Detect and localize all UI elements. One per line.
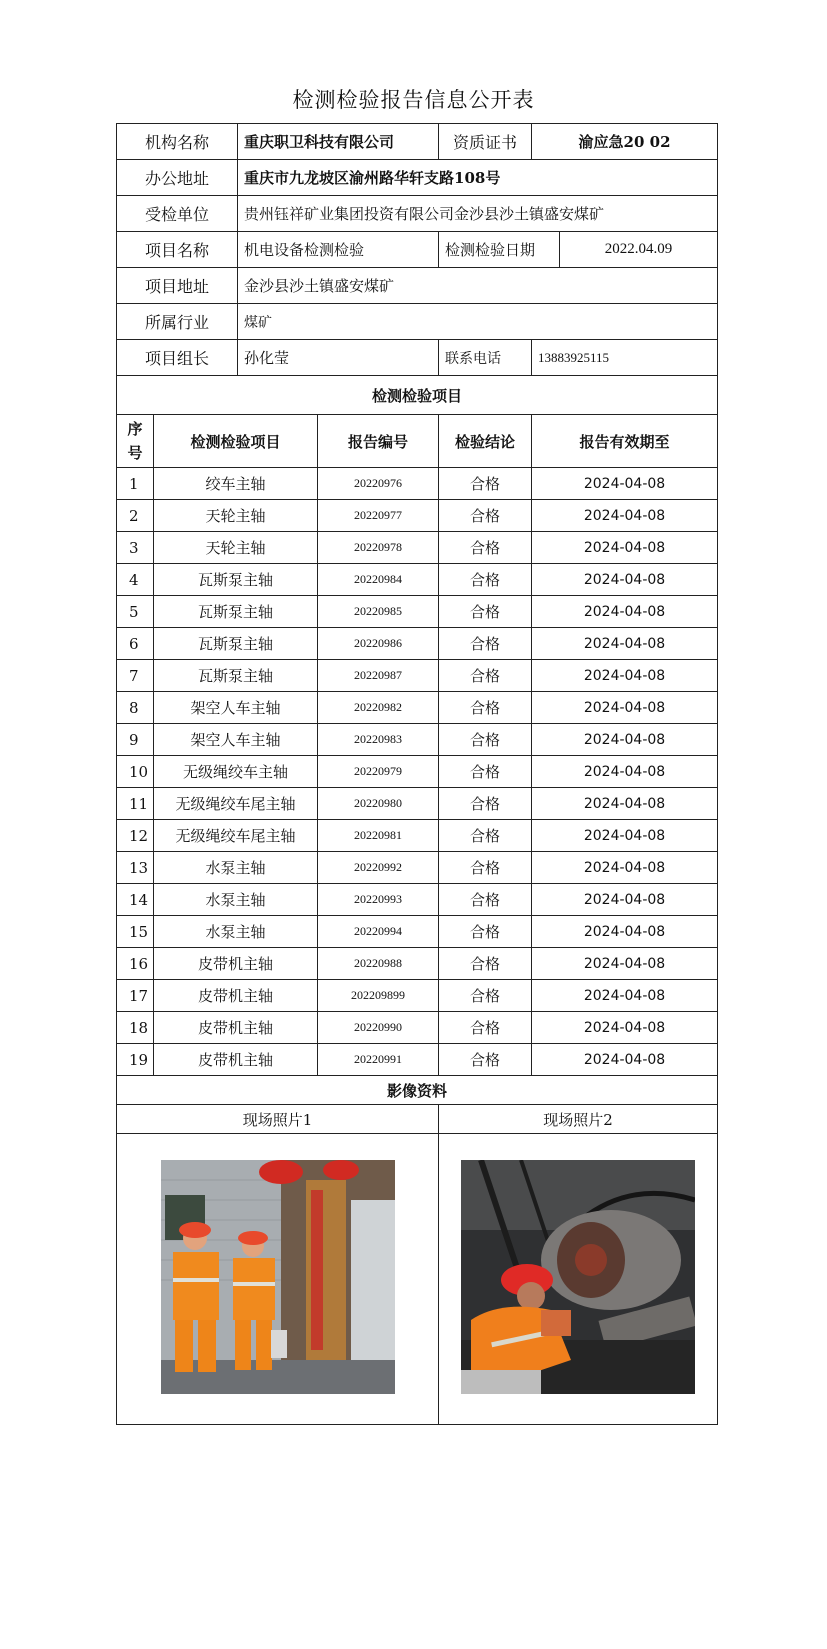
table-row [117, 724, 718, 756]
table-row [117, 500, 718, 532]
col-seq-header: 序号 [117, 415, 154, 468]
row-valid-until: 2024-04-08 [532, 564, 718, 596]
row-item: 瓦斯泵主轴 [154, 660, 318, 692]
row-item: 皮带机主轴 [154, 1012, 318, 1044]
col-report-no-header: 报告编号 [318, 415, 439, 468]
row-result: 合格 [439, 564, 532, 596]
row-report-no: 20220984 [318, 564, 439, 596]
table-row [117, 788, 718, 820]
row-report-no: 20220983 [318, 724, 439, 756]
row-valid-until: 2024-04-08 [532, 852, 718, 884]
row-valid-until: 2024-04-08 [532, 1044, 718, 1076]
row-report-no: 20220987 [318, 660, 439, 692]
row-valid-until: 2024-04-08 [532, 500, 718, 532]
row-report-no: 20220979 [318, 756, 439, 788]
row-result: 合格 [439, 852, 532, 884]
photo-2-image [461, 1160, 695, 1394]
row-result: 合格 [439, 1012, 532, 1044]
row-valid-until: 2024-04-08 [532, 692, 718, 724]
row-result: 合格 [439, 820, 532, 852]
photo-2-label: 现场照片2 [439, 1105, 718, 1134]
items-section-title: 检测检验项目 [117, 376, 718, 415]
row-result: 合格 [439, 724, 532, 756]
client-value: 贵州钰祥矿业集团投资有限公司金沙县沙土镇盛安煤矿 [238, 196, 718, 232]
row-seq: 10 [117, 756, 154, 788]
client-label: 受检单位 [117, 196, 238, 232]
row-result: 合格 [439, 692, 532, 724]
phone-value: 13883925115 [532, 340, 718, 376]
row-seq: 9 [117, 724, 154, 756]
row-report-no: 20220986 [318, 628, 439, 660]
row-result: 合格 [439, 948, 532, 980]
site-label: 项目地址 [117, 268, 238, 304]
row-item: 无级绳绞车尾主轴 [154, 820, 318, 852]
row-valid-until: 2024-04-08 [532, 660, 718, 692]
row-item: 水泵主轴 [154, 884, 318, 916]
row-valid-until: 2024-04-08 [532, 532, 718, 564]
row-result: 合格 [439, 596, 532, 628]
row-seq: 15 [117, 916, 154, 948]
row-report-no: 20220981 [318, 820, 439, 852]
col-result-header: 检验结论 [439, 415, 532, 468]
row-item: 水泵主轴 [154, 852, 318, 884]
page-title: 检测检验报告信息公开表 [292, 88, 535, 112]
row-item: 瓦斯泵主轴 [154, 564, 318, 596]
table-row [117, 916, 718, 948]
row-report-no: 20220992 [318, 852, 439, 884]
leader-label: 项目组长 [117, 340, 238, 376]
row-result: 合格 [439, 1044, 532, 1076]
row-item: 架空人车主轴 [154, 724, 318, 756]
row-item: 皮带机主轴 [154, 980, 318, 1012]
row-seq: 2 [117, 500, 154, 532]
table-row [117, 1012, 718, 1044]
row-valid-until: 2024-04-08 [532, 788, 718, 820]
table-row [117, 692, 718, 724]
row-valid-until: 2024-04-08 [532, 596, 718, 628]
row-result: 合格 [439, 884, 532, 916]
row-seq: 11 [117, 788, 154, 820]
row-item: 无级绳绞车尾主轴 [154, 788, 318, 820]
row-seq: 13 [117, 852, 154, 884]
row-item: 瓦斯泵主轴 [154, 628, 318, 660]
table-row [117, 820, 718, 852]
row-valid-until: 2024-04-08 [532, 820, 718, 852]
row-report-no: 20220994 [318, 916, 439, 948]
project-label: 项目名称 [117, 232, 238, 268]
row-seq: 5 [117, 596, 154, 628]
row-report-no: 20220990 [318, 1012, 439, 1044]
row-report-no: 20220980 [318, 788, 439, 820]
row-report-no: 20220988 [318, 948, 439, 980]
leader-value: 孙化莹 [238, 340, 439, 376]
row-report-no: 20220976 [318, 468, 439, 500]
row-item: 架空人车主轴 [154, 692, 318, 724]
row-result: 合格 [439, 500, 532, 532]
date-label: 检测检验日期 [439, 232, 560, 268]
row-seq: 1 [117, 468, 154, 500]
row-result: 合格 [439, 788, 532, 820]
row-item: 皮带机主轴 [154, 1044, 318, 1076]
org-label: 机构名称 [117, 124, 238, 160]
row-result: 合格 [439, 916, 532, 948]
row-item: 天轮主轴 [154, 532, 318, 564]
row-valid-until: 2024-04-08 [532, 724, 718, 756]
col-item-header: 检测检验项目 [154, 415, 318, 468]
table-row [117, 660, 718, 692]
row-valid-until: 2024-04-08 [532, 948, 718, 980]
row-valid-until: 2024-04-08 [532, 1012, 718, 1044]
col-valid-until-header: 报告有效期至 [532, 415, 718, 468]
table-row [117, 756, 718, 788]
row-seq: 6 [117, 628, 154, 660]
table-row [117, 532, 718, 564]
table-row [117, 1044, 718, 1076]
industry-value: 煤矿 [238, 304, 718, 340]
row-valid-until: 2024-04-08 [532, 980, 718, 1012]
row-seq: 8 [117, 692, 154, 724]
photo-1-cell [117, 1134, 439, 1425]
industry-label: 所属行业 [117, 304, 238, 340]
row-result: 合格 [439, 756, 532, 788]
media-section-title: 影像资料 [117, 1076, 718, 1105]
row-item: 天轮主轴 [154, 500, 318, 532]
row-seq: 16 [117, 948, 154, 980]
table-row [117, 564, 718, 596]
row-seq: 3 [117, 532, 154, 564]
row-item: 绞车主轴 [154, 468, 318, 500]
row-result: 合格 [439, 980, 532, 1012]
row-report-no: 20220982 [318, 692, 439, 724]
row-result: 合格 [439, 532, 532, 564]
table-row [117, 596, 718, 628]
row-report-no: 20220993 [318, 884, 439, 916]
table-row [117, 948, 718, 980]
row-item: 皮带机主轴 [154, 948, 318, 980]
row-result: 合格 [439, 628, 532, 660]
row-result: 合格 [439, 660, 532, 692]
photo-2-cell [439, 1134, 718, 1425]
row-valid-until: 2024-04-08 [532, 756, 718, 788]
row-seq: 14 [117, 884, 154, 916]
row-seq: 7 [117, 660, 154, 692]
row-valid-until: 2024-04-08 [532, 628, 718, 660]
cert-value: 渝应急20 02 [532, 124, 718, 160]
row-report-no: 202209899 [318, 980, 439, 1012]
table-row [117, 980, 718, 1012]
row-seq: 18 [117, 1012, 154, 1044]
row-seq: 19 [117, 1044, 154, 1076]
row-seq: 17 [117, 980, 154, 1012]
row-valid-until: 2024-04-08 [532, 468, 718, 500]
row-item: 无级绳绞车主轴 [154, 756, 318, 788]
row-report-no: 20220977 [318, 500, 439, 532]
org-value: 重庆职卫科技有限公司 [238, 124, 439, 160]
photo-1-image [161, 1160, 395, 1394]
cert-label: 资质证书 [439, 124, 532, 160]
row-report-no: 20220991 [318, 1044, 439, 1076]
table-row [117, 468, 718, 500]
row-item: 水泵主轴 [154, 916, 318, 948]
row-report-no: 20220978 [318, 532, 439, 564]
date-value: 2022.04.09 [560, 232, 718, 268]
address-value: 重庆市九龙坡区渝州路华轩支路108号 [238, 160, 718, 196]
table-row [117, 628, 718, 660]
table-row [117, 884, 718, 916]
row-valid-until: 2024-04-08 [532, 916, 718, 948]
phone-label: 联系电话 [439, 340, 532, 376]
photo-1-label: 现场照片1 [117, 1105, 439, 1134]
report-table [116, 123, 718, 1425]
row-report-no: 20220985 [318, 596, 439, 628]
row-valid-until: 2024-04-08 [532, 884, 718, 916]
row-item: 瓦斯泵主轴 [154, 596, 318, 628]
address-label: 办公地址 [117, 160, 238, 196]
project-value: 机电设备检测检验 [238, 232, 439, 268]
row-seq: 4 [117, 564, 154, 596]
site-value: 金沙县沙土镇盛安煤矿 [238, 268, 718, 304]
row-seq: 12 [117, 820, 154, 852]
row-result: 合格 [439, 468, 532, 500]
table-row [117, 852, 718, 884]
